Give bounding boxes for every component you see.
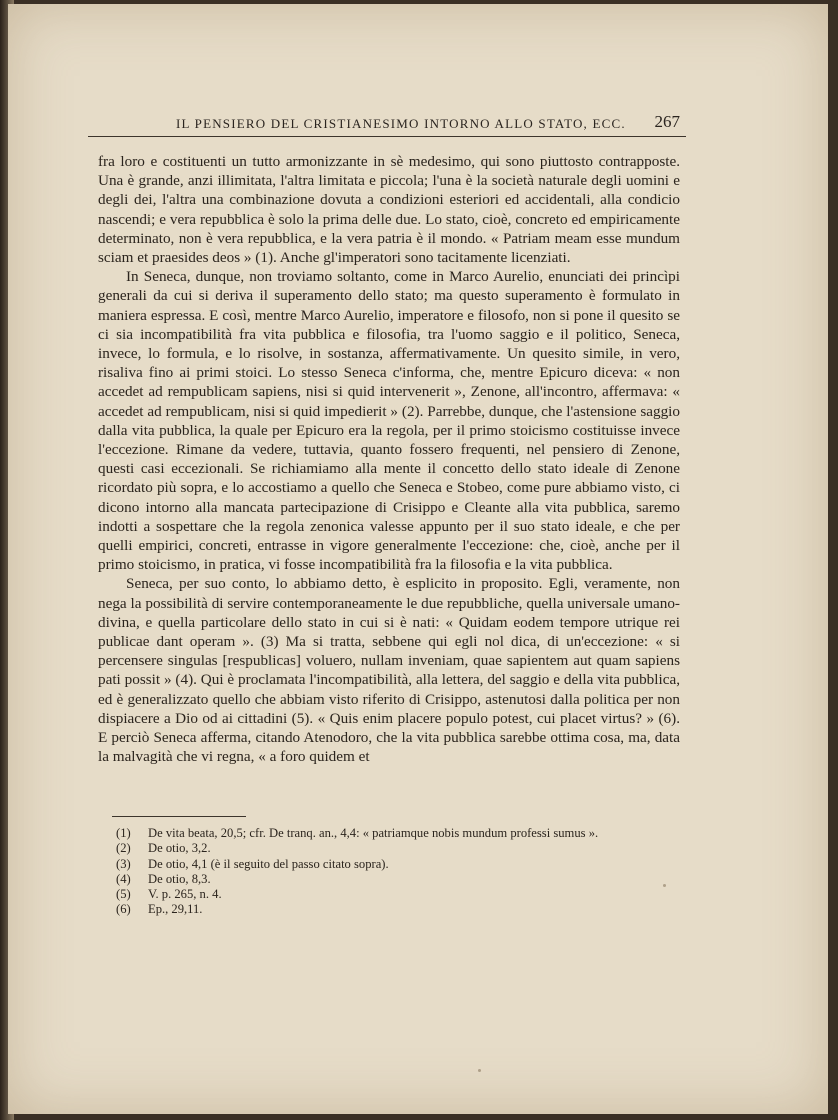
paper-speck: [478, 1069, 481, 1072]
footnote-text: De vita beata, 20,5; cfr. De tranq. an., 4,4: « patriamque nobis mundum professi sumus ».: [148, 826, 599, 840]
page-number: 267: [654, 112, 680, 131]
footnote: [112, 872, 678, 887]
paragraph: Seneca, per suo conto, lo abbiamo detto, è esplicito in proposito. Egli, veramente, non nega la possibilità di servire contemporaneamente le due repubbliche, quella universale umano-divina, e quella particolare dello stato in cui si è nati: « Quidam eodem tempore utrique rei publicae dant operam ». (3) Ma si tratta, sebbene qui egli nol dica, di un'eccezione: « si percensere singulas [respublicas] voluero, nullam inveniam, quae sapientem aut quam sapiens pati possit » (4). Qui è proclamata l'incompatibilità, alla lettera, del saggio e della vita pubblica, ed è generalizzato quello che abbiam visto riferito di Crisippo, astenutosi dalla politica per non dispiacere a Dio od ai cittadini (5). « Quis enim placere populo potest, cui placet virtus? » (6). E perciò Seneca afferma, citando Atenodoro, che la vita pubblica sarebbe ottima cosa, ma, data la malvagità che vi regna, « a foro quidem et: [98, 575, 680, 766]
footnote-number: (5): [116, 887, 131, 902]
running-title: IL PENSIERO DEL CRISTIANESIMO INTORNO ALLO STATO, ECC.: [176, 116, 626, 131]
footnote-text: De otio, 4,1 (è il seguito del passo citato sopra).: [148, 856, 389, 871]
paragraph: In Seneca, dunque, non troviamo soltanto, come in Marco Aurelio, enunciati dei princìpi generali da cui si deriva il superamento dello stato; ma questo superamento è formulato in maniera espressa. E così, mentre Marco Aurelio, imperatore e filosofo, non si pone il quesito se ci sia incompatibilità fra vita pubblica e filosofia, tra l'uomo saggio e il politico, Seneca, invece, lo formula, e lo risolve, in sostanza, affermativamente. Un quesito simile, in vero, risaliva fino ai primi stoici. Lo stesso Seneca c'informa, che, mentre Epicuro diceva: « non accedet ad rempublicam sapiens, nisi si quid intervenerit », Zenone, all'incontro, affermava: « accedet ad rempublicam, nisi si quid impedierit » (2). Parrebbe, dunque, che l'astensione saggio dalla vita pubblica, la quale per Epicuro era la regola, per il primo stoicismo costituisse invece l'eccezione. Rimane da vedere, tuttavia, quanto fossero frequenti, nel pensiero di Zenone, questi casi eccezionali. Se richiamiamo alla mente il concetto dello stato ideale di Zenone ricordato più sopra, e lo accostiamo a quello che Seneca e Stobeo, come pure abbiamo visto, ci dicono intorno alla mancata partecipazione di Crisippo e Cleante alla vita pubblica, saremo indotti a sospettare che la regola zenonica valesse appunto per il suo stato ideale, e che per quelli empirici, concreti, entrasse in vigore generalmente l'eccezione: che, cioè, anche per il primo stoicismo, in pratica, vi fosse incompatibilità fra la filosofia e la vita pubblica.: [98, 268, 680, 574]
footnote-text: Ep., 29,11.: [148, 902, 203, 917]
footnote: [112, 841, 678, 856]
footnote-text: V. p. 265, n. 4.: [148, 887, 222, 902]
running-header: [88, 112, 686, 137]
footnotes: [112, 826, 678, 918]
footnote-text: De otio, 3,2.: [148, 841, 211, 856]
footnote: [112, 826, 678, 841]
paragraph: fra loro e costituenti un tutto armonizzante in sè medesimo, qui sono piuttosto contrapposte. Una è grande, anzi illimitata, l'altra limitata e piccola; l'una è la società naturale degli uomini e degli dei, l'altra una combinazione dovuta a condizioni esteriori ed accidentali, alla condicio nascendi; e vera repubblica è solo la prima delle due. Lo stato, cioè, concreto ed empiricamente determinato, non è vera repubblica, e la vera patria è il mondo. « Patriam meam esse mundum sciam et praesides deos » (1). Anche gl'imperatori sono tacitamente licenziati.: [98, 153, 680, 267]
footnote-number: (2): [116, 841, 131, 856]
footnote-number: (1): [116, 826, 131, 840]
footnote-number: (6): [116, 902, 131, 917]
main-text: [98, 152, 680, 767]
footnote-text: De otio, 8,3.: [148, 871, 211, 886]
footnote: [112, 887, 678, 902]
footnote-number: (3): [116, 856, 131, 871]
footnote: [112, 902, 678, 917]
footnote-divider: [112, 816, 246, 817]
footnote: [112, 857, 678, 872]
footnote-number: (4): [116, 871, 131, 886]
